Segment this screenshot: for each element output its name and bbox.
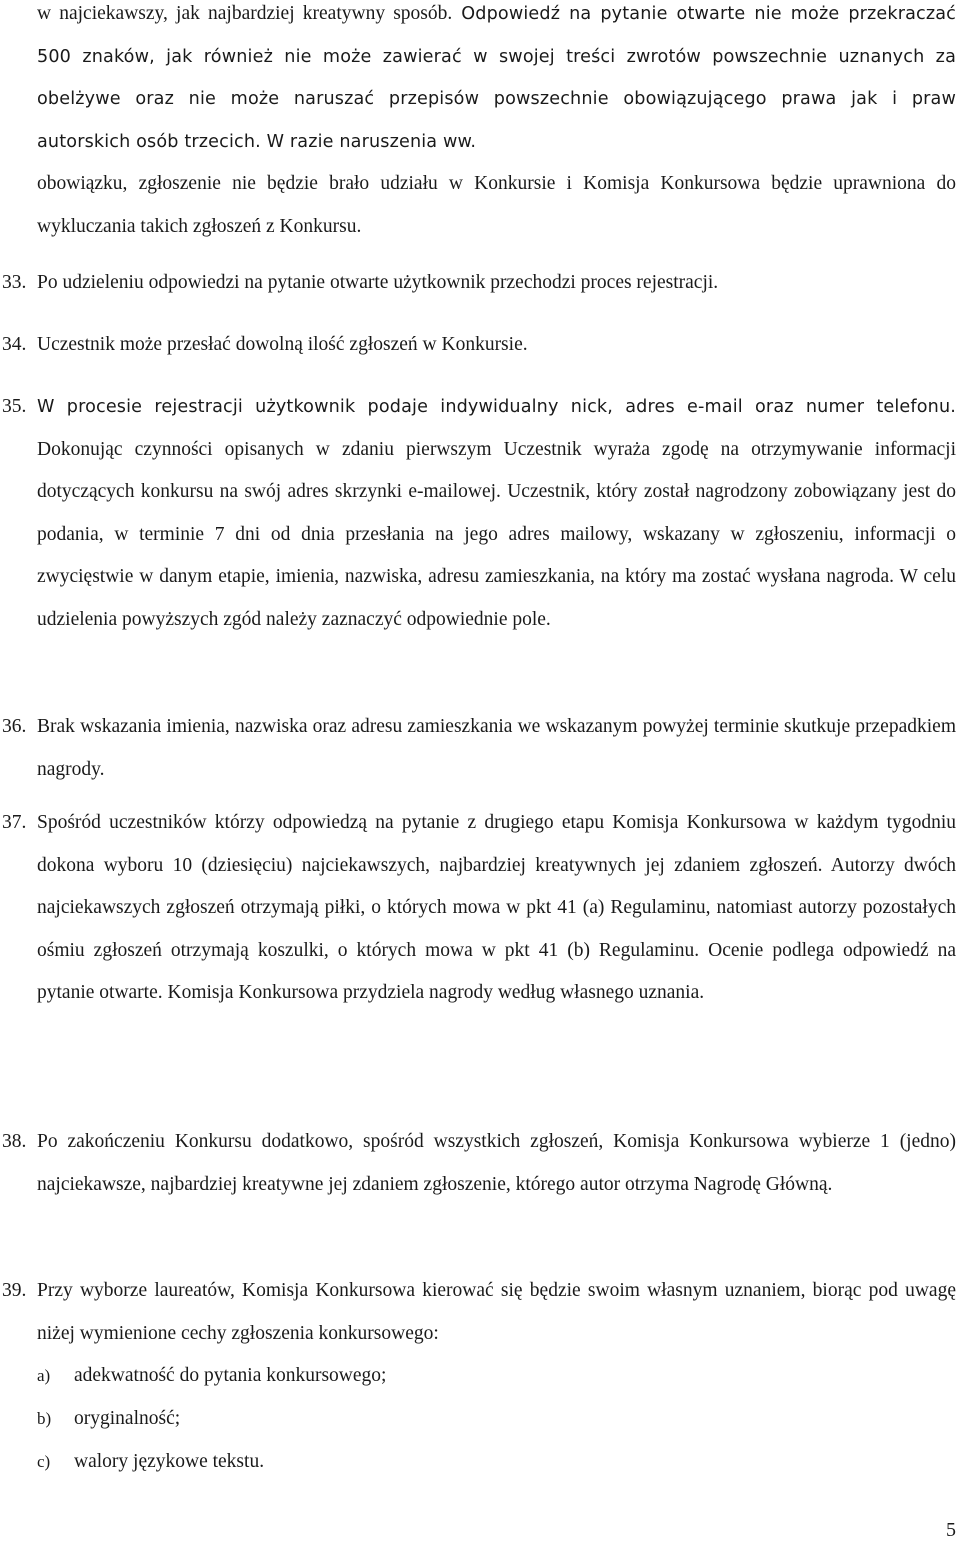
item-number-34: 34. [2, 334, 27, 355]
item-33-text: Po udzieleniu odpowiedzi na pytanie otwarte użytkownik przechodzi proces rejestracji. [37, 272, 719, 293]
sublist-text-a: adekwatność do pytania konkursowego; [74, 1365, 387, 1386]
intro-text-1: w najciekawszy, jak najbardziej kreatywny sposób. [37, 3, 453, 24]
sublist-item-a [37, 1355, 386, 1398]
item-number-39: 39. [2, 1280, 27, 1301]
sublist-item-c [37, 1441, 264, 1484]
sublist-marker-a: a) [37, 1366, 51, 1385]
intro-text-2: Odpowiedź na pytanie otwarte nie może przekraczać 500 znaków, jak również nie może zawierać w swojej treści zwrotów powszechnie uznanych za obelżywe oraz nie może naruszać przepisów powszechnie obowiązującego prawa jak i praw autorskich osób trzecich. W razie naruszenia ww. [37, 4, 957, 152]
sublist-item-b [37, 1398, 180, 1441]
intro-paragraph [37, 0, 956, 163]
item-39-text: Przy wyborze laureatów, Komisja Konkursowa kierować się będzie swoim własnym uznaniem, biorąc pod uwagę niżej wymienione cechy zgłoszenia konkursowego: [37, 1280, 956, 1344]
sublist-marker-c: c) [37, 1452, 51, 1471]
item-number-33: 33. [2, 272, 27, 293]
item-38-text: Po zakończeniu Konkursu dodatkowo, spośród wszystkich zgłoszeń, Komisja Konkursowa wybierze 1 (jedno) najciekawsze, najbardziej kreatywne jej zdaniem zgłoszenie, którego autor otrzyma Nagrodę Główną. [37, 1131, 956, 1195]
sublist-text-c: walory językowe tekstu. [74, 1451, 265, 1472]
item-number-35: 35. [2, 396, 27, 417]
sublist-marker-b: b) [37, 1409, 52, 1428]
item-36-text: Brak wskazania imienia, nazwiska oraz adresu zamieszkania we wskazanym powyżej terminie skutkuje przepadkiem nagrody. [37, 716, 956, 780]
item-number-36: 36. [2, 716, 27, 737]
intro-text-3: obowiązku, zgłoszenie nie będzie brało udziału w Konkursie i Komisja Konkursowa będzie uprawniona do wykluczania takich zgłoszeń z Konkursu. [37, 173, 956, 237]
item-37-text: Spośród uczestników którzy odpowiedzą na pytanie z drugiego etapu Komisja Konkursowa w każdym tygodniu dokona wyboru 10 (dziesięciu) najciekawszych, najbardziej kreatywnych jej zdaniem zgłoszeń. Autorzy dwóch najciekawszych zgłoszeń otrzymają piłki, o których mowa w pkt 41 (a) Regulaminu, natomiast autorzy pozostałych ośmiu zgłoszeń otrzymają koszulki, o których mowa w pkt 41 (b) Regulaminu. Ocenie podlega odpowiedź na pytanie otwarte. Komisja Konkursowa przydziela nagrody według własnego uznania. [37, 812, 956, 1003]
page-number: 5 [946, 1519, 956, 1541]
item-35-text [37, 386, 956, 641]
item-34-text: Uczestnik może przesłać dowolną ilość zgłoszeń w Konkursie. [37, 334, 528, 355]
sublist-text-b: oryginalność; [74, 1408, 181, 1429]
item-number-38: 38. [2, 1131, 27, 1152]
intro-paragraph-cont [37, 163, 956, 248]
item-35-text-a: W procesie rejestracji użytkownik podaje indywidualny nick, adres e-mail oraz numer telefonu. [37, 397, 956, 417]
item-35-text-b: Dokonując czynności opisanych w zdaniu pierwszym Uczestnik wyraża zgodę na otrzymywanie informacji dotyczących konkursu na swój adres skrzynki e-mailowej. Uczestnik, który został nagrodzony zobowiązany jest do podania, w terminie 7 dni od dnia przesłania na jego adres mailowy, wskazany w zgłoszeniu, informacji o zwycięstwie w danym etapie, imienia, nazwiska, adresu zamieszkania, na który ma zostać wysłana nagroda. W celu udzielenia powyższych zgód należy zaznaczyć odpowiednie pole. [37, 438, 956, 630]
item-number-37: 37. [2, 812, 27, 833]
